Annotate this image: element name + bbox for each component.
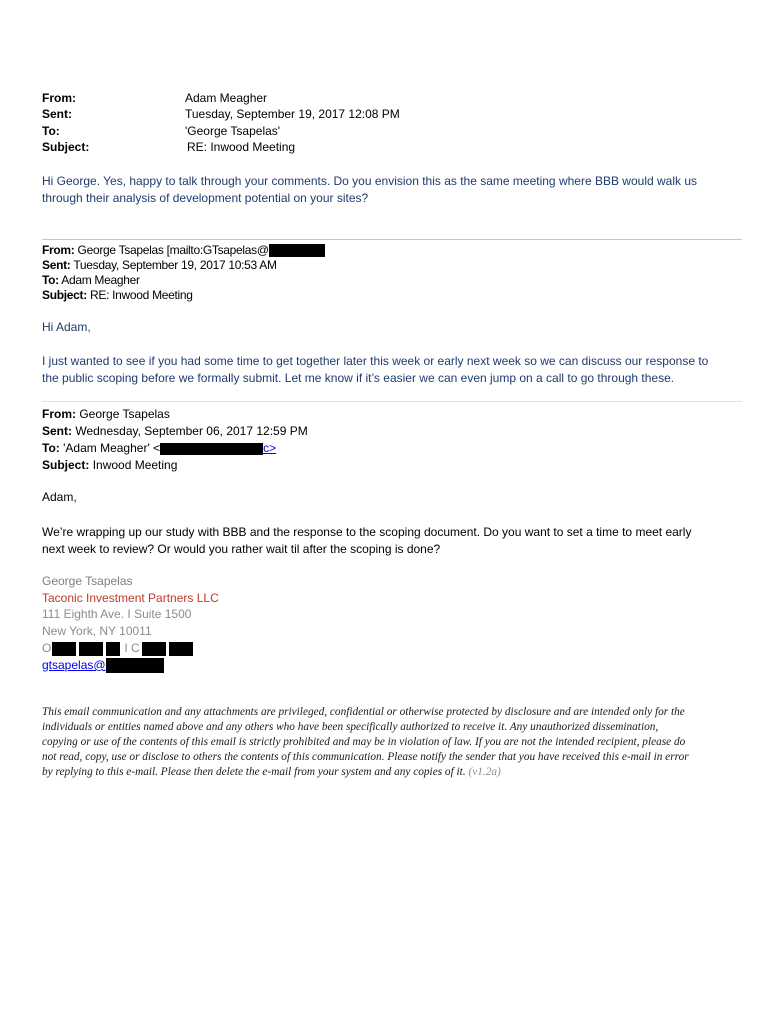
email2-from-value: George Tsapelas [mailto:GTsapelas@ bbox=[77, 243, 269, 257]
signature-name: George Tsapelas bbox=[42, 574, 133, 588]
disclaimer-version: (v1.2a) bbox=[468, 766, 501, 778]
signature-company: Taconic Investment Partners LLC bbox=[42, 590, 219, 605]
email2-body-line: the public scoping before we formally submit. Let me know if it’s easier we can even jump on a call to go through these. bbox=[42, 371, 675, 385]
signature-phone-c: I C bbox=[124, 640, 140, 655]
email1-body-line: Hi George. Yes, happy to talk through your comments. Do you envision this as the same meeting where BBB would walk us bbox=[42, 174, 698, 188]
email3-to-row bbox=[42, 440, 742, 457]
email1-sent-label: Sent: bbox=[42, 107, 72, 121]
disclaimer-line: not read, copy, use or disclose to others the contents of this communication. Please notify the sender that you have received this e-mail in error bbox=[42, 751, 689, 763]
email2-subject-value: RE: Inwood Meeting bbox=[90, 288, 193, 302]
email1-to-label: To: bbox=[42, 124, 60, 138]
email2-sent-row bbox=[42, 258, 742, 273]
email3-from-value: George Tsapelas bbox=[79, 407, 170, 421]
signature-email-row bbox=[42, 657, 219, 674]
redaction-block bbox=[106, 642, 120, 656]
email1-body-line: through their analysis of development potential on your sites? bbox=[42, 191, 369, 205]
redaction-block bbox=[106, 658, 164, 673]
divider bbox=[42, 401, 742, 402]
redaction-block bbox=[142, 642, 166, 656]
disclaimer-line: by replying to this e-mail. Please then delete the e-mail from your system and any copies of it. bbox=[42, 766, 466, 778]
email3-from-label: From: bbox=[42, 407, 76, 421]
redaction-block bbox=[269, 244, 325, 257]
signature-address-line: 111 Eighth Ave. I Suite 1500 bbox=[42, 607, 192, 622]
disclaimer-line: This email communication and any attachments are privileged, confidential or otherwise protected by disclosure and are intended only for the bbox=[42, 706, 685, 718]
redaction-block bbox=[160, 443, 263, 455]
email2-subject-row bbox=[42, 288, 742, 303]
email3-to-value-suffix[interactable]: c> bbox=[263, 441, 277, 455]
email1-body bbox=[42, 173, 742, 207]
redaction-block bbox=[79, 642, 103, 656]
email2-from-row bbox=[42, 243, 742, 258]
email1-from-label: From: bbox=[42, 91, 76, 105]
email3-sent-value: Wednesday, September 06, 2017 12:59 PM bbox=[75, 424, 308, 438]
email3-from-row bbox=[42, 406, 742, 423]
disclaimer-line: copying or use of the contents of this email is strictly prohibited and may be in violation of law. If you are not the intended recipient, please do bbox=[42, 736, 686, 748]
disclaimer-last-line bbox=[42, 765, 762, 780]
email2-subject-label: Subject: bbox=[42, 288, 87, 302]
email3-body bbox=[42, 524, 762, 558]
email2-from-label: From: bbox=[42, 243, 75, 257]
signature-phone-o: O bbox=[42, 640, 52, 655]
email3-greeting: Adam, bbox=[42, 490, 77, 504]
disclaimer-line: individuals or entities named above and any others who have been specifically authorized to receive it. Any unauthorized dissemination, bbox=[42, 721, 659, 733]
email3-header bbox=[42, 406, 742, 474]
email3-subject-label: Subject: bbox=[42, 458, 90, 472]
email3-subject-value: Inwood Meeting bbox=[92, 458, 178, 472]
email3-sent-label: Sent: bbox=[42, 424, 72, 438]
email1-subject-label: Subject: bbox=[42, 140, 90, 154]
divider bbox=[42, 239, 742, 240]
email1-subject-value: RE: Inwood Meeting bbox=[187, 140, 296, 154]
signature-phone-row bbox=[42, 640, 219, 657]
email3-sent-row bbox=[42, 423, 742, 440]
email2-to-row bbox=[42, 273, 742, 288]
email1-sent-value: Tuesday, September 19, 2017 12:08 PM bbox=[185, 107, 400, 121]
email3-body-line: We’re wrapping up our study with BBB and the response to the scoping document. Do you want to set a time to meet early bbox=[42, 525, 692, 539]
signature-email-link[interactable]: gtsapelas@ bbox=[42, 657, 106, 672]
email1-to-value: 'George Tsapelas' bbox=[185, 124, 281, 138]
email3-to-label: To: bbox=[42, 441, 60, 455]
email2-greeting: Hi Adam, bbox=[42, 320, 91, 334]
email2-body-line: I just wanted to see if you had some time to get together later this week or early next week so we can discuss our response to bbox=[42, 354, 709, 368]
disclaimer bbox=[42, 705, 762, 780]
signature-address-line: New York, NY 10011 bbox=[42, 624, 152, 639]
email2-to-value: Adam Meagher bbox=[61, 273, 140, 287]
redaction-block bbox=[169, 642, 193, 656]
email2-to-label: To: bbox=[42, 273, 59, 287]
email2-sent-value: Tuesday, September 19, 2017 10:53 AM bbox=[73, 258, 277, 272]
email1-from-value: Adam Meagher bbox=[185, 91, 268, 105]
email3-to-value-prefix: 'Adam Meagher' < bbox=[63, 441, 161, 455]
email2-sent-label: Sent: bbox=[42, 258, 71, 272]
signature bbox=[42, 573, 219, 674]
email3-body-line: next week to review? Or would you rather wait til after the scoping is done? bbox=[42, 542, 441, 556]
redaction-block bbox=[52, 642, 76, 656]
email2-header bbox=[42, 243, 742, 303]
email3-subject-row bbox=[42, 457, 742, 474]
email2-body bbox=[42, 353, 762, 387]
